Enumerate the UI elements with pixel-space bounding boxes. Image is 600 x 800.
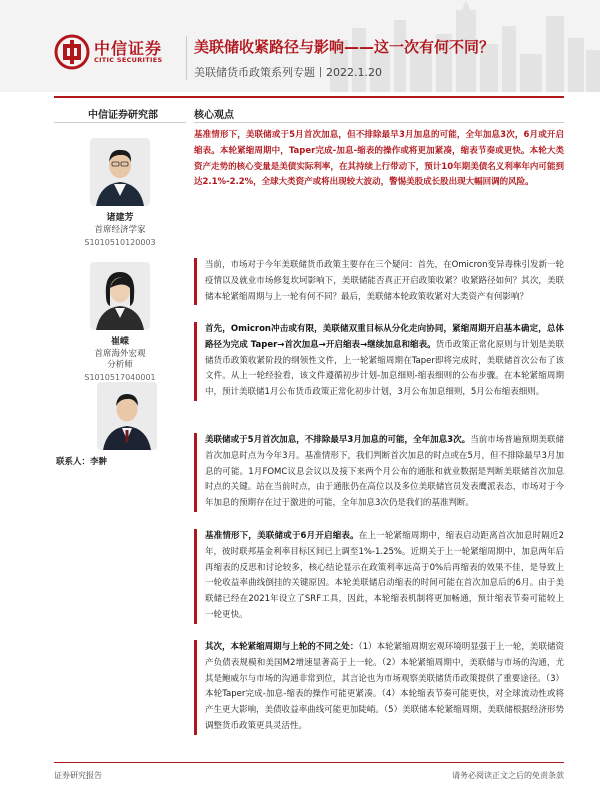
paragraph-lead: 首先，Omicron冲击或有限，美联储双重目标从分化走向协同，紧缩周期开启基本确定，总体路径为完成 Taper→首次加息→开启缩表→继续加息和缩表。 [205, 324, 564, 350]
sidebar-heading: 中信证券研究部 [88, 110, 158, 121]
body-paragraph [194, 640, 564, 735]
header-divider [186, 36, 187, 80]
analyst-license: S1010510120003 [84, 238, 156, 247]
analyst-card [54, 262, 186, 382]
contact-photo [97, 382, 157, 450]
analyst-license: S1010517040001 [84, 373, 156, 382]
analyst-photo [90, 138, 150, 206]
paragraph-lead: 其次，本轮紧缩周期与上轮的不同之处： [205, 642, 359, 652]
analyst-name: 崔嵘 [110, 337, 129, 347]
contact-label: 联系人：李翀 [56, 457, 108, 467]
page-header [0, 0, 600, 92]
main-rule [194, 122, 564, 123]
citic-securities-logo [54, 34, 184, 74]
brand-name-en: CITIC SECURITIES [94, 56, 163, 64]
footer-disclaimer: 请务必阅读正文之后的免责条款 [452, 771, 564, 780]
paragraph-text: 货币政策正常化原则与计划是美联储货币政策收紧阶段的纲领性文件，上一轮紧缩周期在Taper即将完成时，美联储首次公布了该文件。从上一轮经验看，该文件遵循初步计划-加息细则-缩表细则的公布步骤。在本轮紧缩周期中，预计美联储1月公布货币政策正常化初步计划，3月公布加息细则，5月公布缩表细则。 [205, 339, 564, 398]
paragraph-lead: 基准情形下，美联储或于6月开启缩表。 [205, 531, 359, 541]
analyst-role: 首席海外宏观 分析师 [94, 349, 146, 370]
body-paragraph [194, 433, 564, 512]
contact-card [92, 382, 162, 450]
brand-name-cn: 中信证券 [94, 39, 163, 58]
report-title: 美联储收紧路径与影响——这一次有何不同？ [194, 38, 495, 56]
header-rule [54, 96, 564, 98]
sidebar-rule [54, 122, 186, 123]
analyst-photo [90, 262, 150, 330]
paragraph-text: （1）本轮紧缩周期宏观环境明显强于上一轮，美联储资产负债表规模和美国M2增速显著高于上一轮。（2）本轮紧缩周期中，美联储与市场的沟通，尤其是鲍威尔与市场的沟通非常到位，其言论也为市场观察美联储货币政策提供了重要途径。（3）本轮Taper完成-加息-缩表的操作可能更紧凑。（4）本轮缩表节奏可能更快，对全球流动性或将产生更大影响，美债收益率曲线可能更加陡峭。（5）美联储本轮紧缩周期，美联储根据经济形势调整货币政策更具灵活性。 [205, 642, 564, 731]
main-heading: 核心观点 [194, 110, 234, 121]
body-paragraph [194, 258, 564, 305]
citic-logo-icon [54, 34, 90, 70]
analyst-name: 诸建芳 [106, 213, 134, 223]
analyst-role: 首席经济学家 [94, 225, 146, 235]
paragraph-text: 当前，市场对于今年美联储货币政策主要存在三个疑问：首先，在Omicron变异毒株引发新一轮疫情以及就业市场修复坎坷影响下，美联储能否真正开启政策收紧？收紧路径如何？其次，美联储本轮紧缩周期与上一轮有何不同？最后，美联储本轮政策收紧对大类资产有何影响？ [205, 260, 564, 302]
analyst-card [54, 138, 186, 247]
paragraph-text: 当前市场普遍预期美联储首次加息时点为今年3月。基准情形下，我们判断首次加息的时点或在5月，但不排除最早3月加息的可能。1月FOMC议息会议以及接下来两个月公布的通胀和就业数据是判断美联储首次加息时点的关键。站在当前时点，由于通胀仍在高位以及多位美联储官员发表鹰派表态，市场对于今年加息的预期存在过于激进的可能，全年加息3次仍是我们的基准判断。 [205, 435, 564, 509]
paragraph-lead: 美联储或于5月首次加息，不排除最早3月加息的可能，全年加息3次。 [205, 435, 471, 445]
key-summary: 基准情形下，美联储或于5月首次加息，但不排除最早3月加息的可能，全年加息3次，6月或开启缩表。本轮紧缩周期中，Taper完成-加息-缩表的操作或将更加紧凑，缩表节奏或更快。本轮大类资产走势的核心变量是美债实际利率，在其持续上行带动下，预计10年期美债名义利率年内可能到达2.1%-2.2%，全球大类资产或将出现较大波动，警惕美股成长股出现大幅回调的风险。 [194, 130, 564, 188]
footer-rule [54, 762, 564, 763]
footer-left-text: 证券研究报告 [54, 771, 102, 780]
report-subtitle: 美联储货币政策系列专题丨2022.1.20 [194, 66, 382, 79]
body-paragraph [194, 322, 564, 401]
paragraph-text: 在上一轮紧缩周期中，缩表启动距离首次加息时隔近2年，彼时联邦基金利率目标区间已上调至1%-1.25%。近期关于上一轮紧缩周期中，加息两年后再缩表的反思和讨论较多，核心结论显示在政策利率远高于0%后再缩表的效果不佳，是导致上一轮收益率曲线倒挂的关键原因。本轮美联储启动缩表的时间可能在首次加息后的6月。由于美联储已经在2021年设立了SRF工具，因此，本轮缩表机制将更加畅通，预计缩表节奏可能较上一轮更快。 [205, 531, 564, 620]
body-paragraph [194, 529, 564, 624]
